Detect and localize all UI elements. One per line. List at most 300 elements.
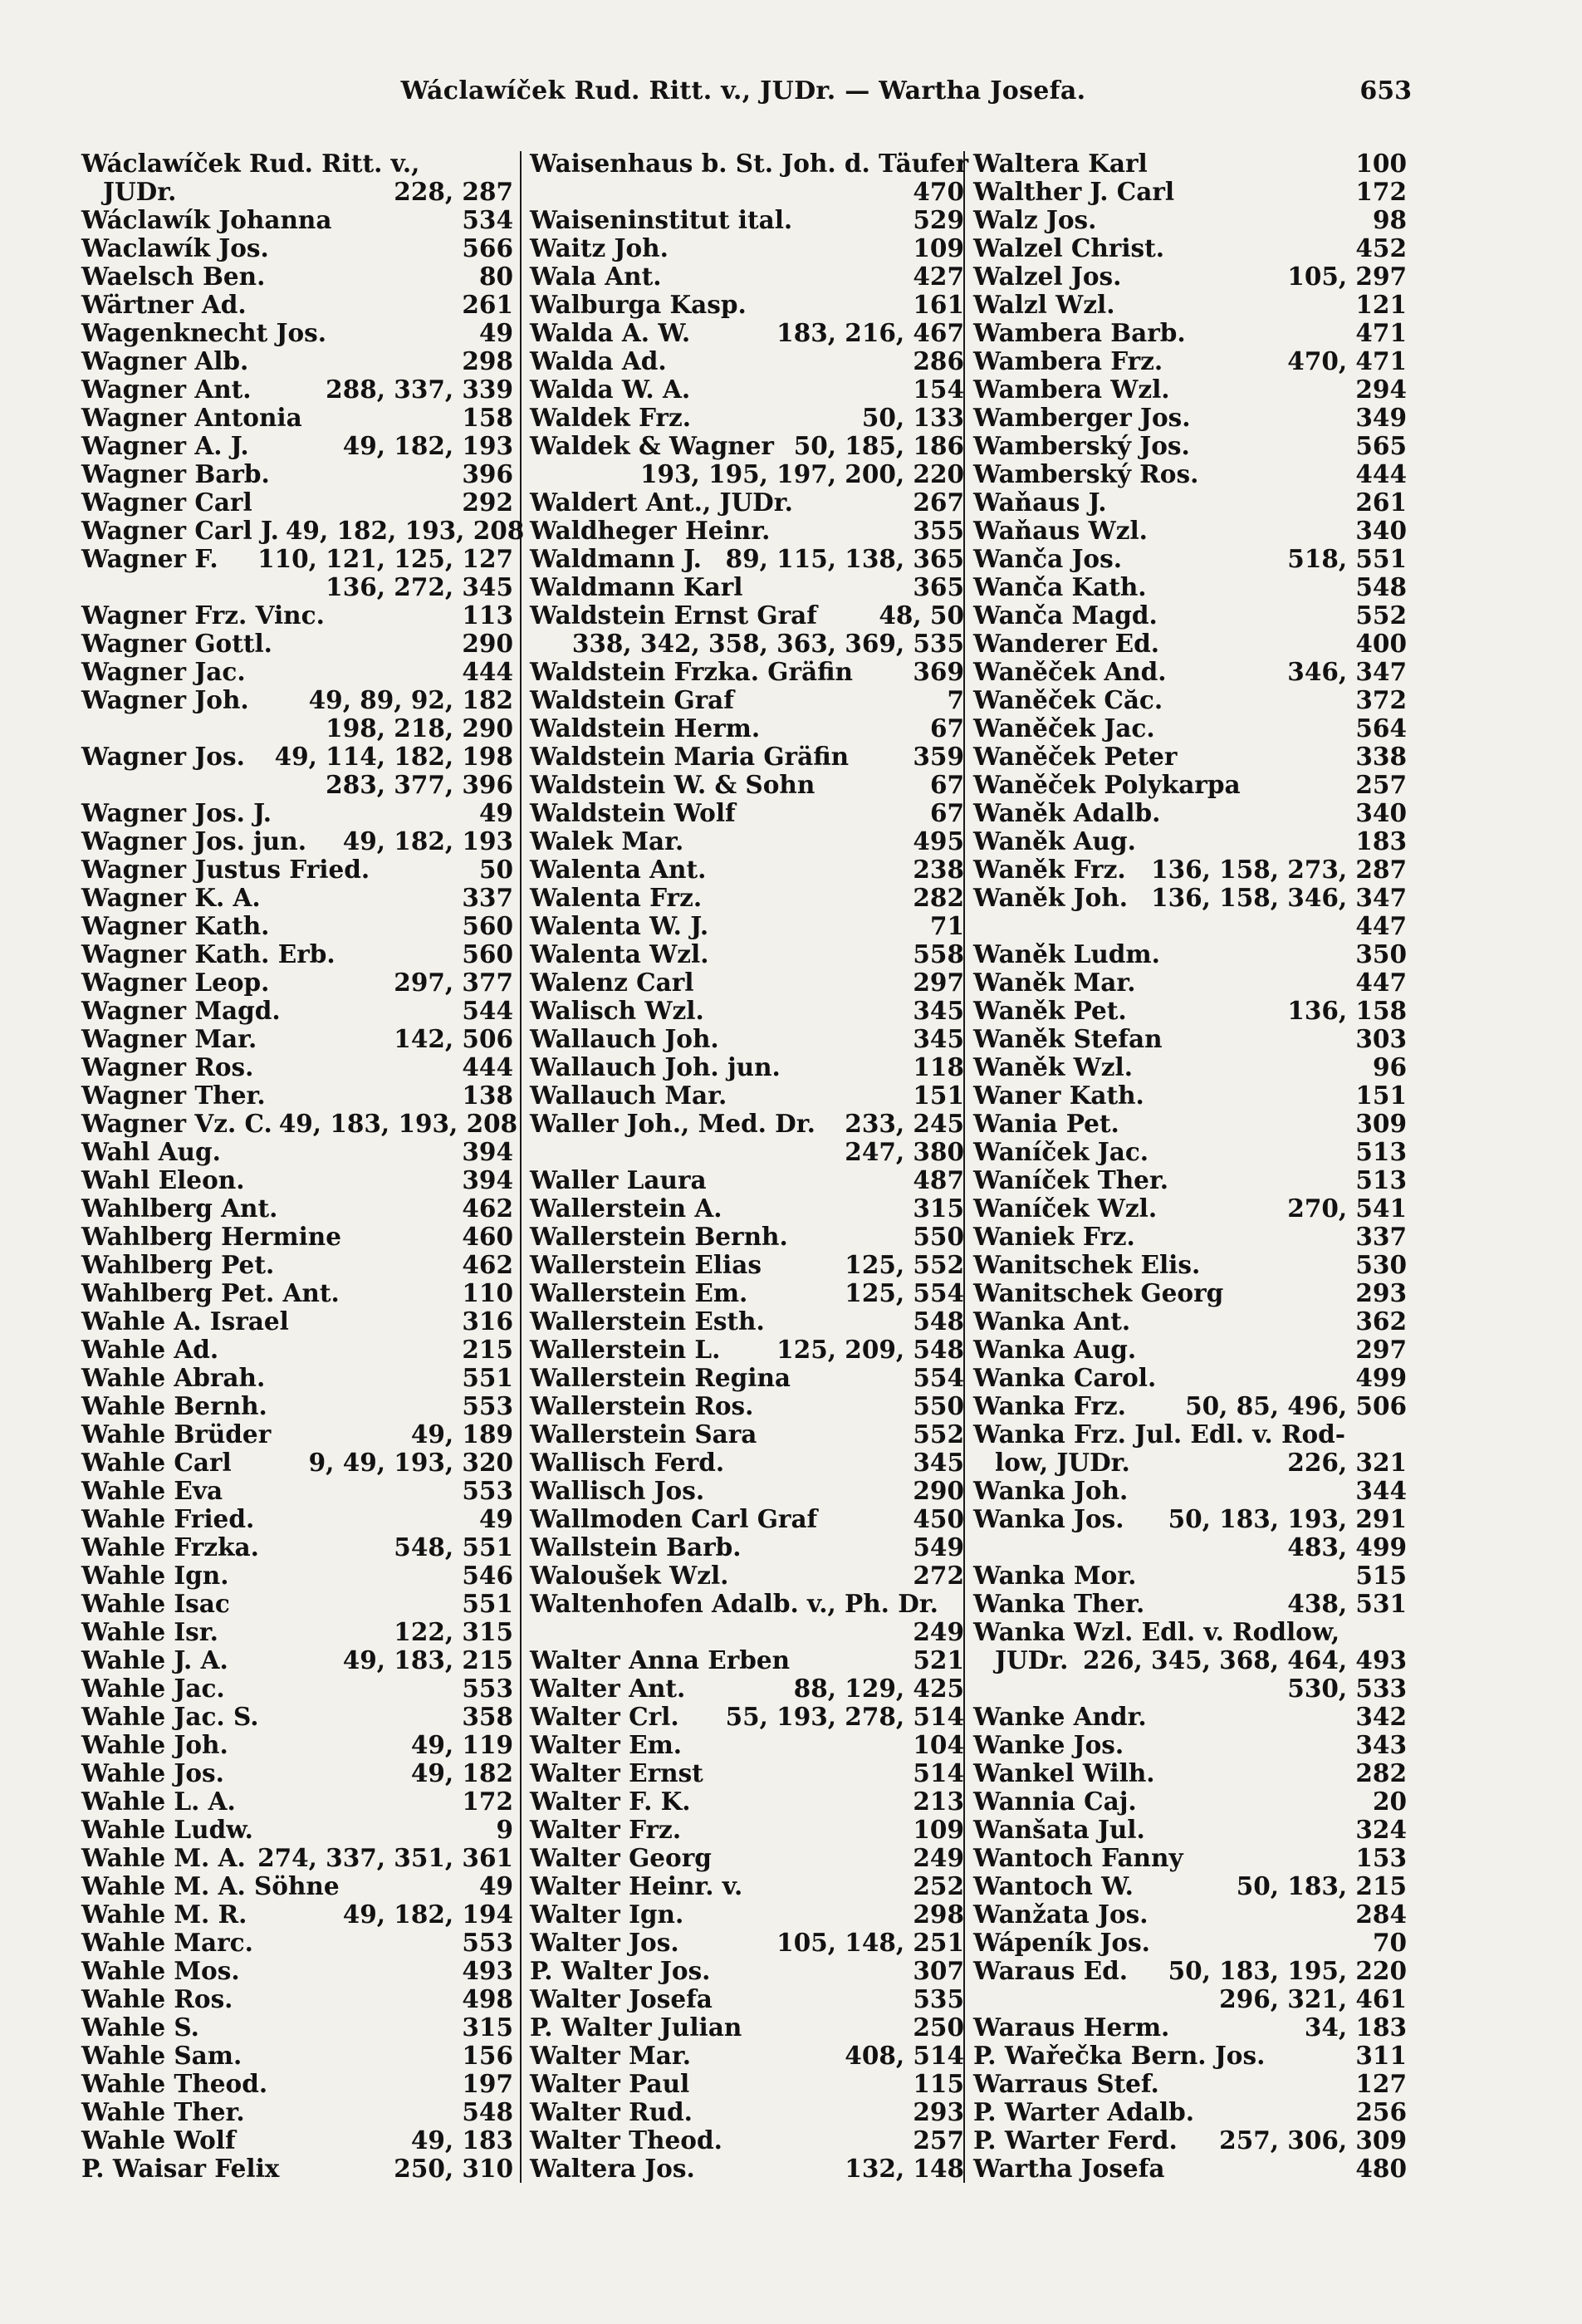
entry-pages: 345 xyxy=(913,1448,964,1477)
index-entry xyxy=(81,234,513,262)
entry-name: Waldstein Frzka. Gräfin xyxy=(530,657,854,686)
entry-pages: 493 xyxy=(462,1956,513,1985)
entry-pages: 514 xyxy=(913,1758,964,1787)
entry-name: Warraus Stef. xyxy=(973,2069,1159,2098)
entry-pages: 247, 380 xyxy=(845,1137,964,1166)
index-entry xyxy=(973,714,1407,743)
index-entry xyxy=(973,1110,1407,1138)
entry-pages: 272 xyxy=(913,1561,964,1590)
entry-pages: 142, 506 xyxy=(394,1024,513,1053)
entry-pages: 34, 183 xyxy=(1304,2013,1407,2042)
entry-pages: 498 xyxy=(462,1984,513,2013)
entry-name: Wannia Caj. xyxy=(973,1787,1137,1816)
entry-name: Wagner Kath. xyxy=(81,911,270,940)
entry-name: Walda W. A. xyxy=(530,375,691,404)
entry-pages: 294 xyxy=(1355,375,1407,404)
entry-pages: 104 xyxy=(913,1730,964,1759)
entry-name: Waněček And. xyxy=(973,657,1167,686)
entry-name: Walter Crl. xyxy=(530,1702,679,1731)
index-entry xyxy=(973,573,1407,601)
index-entry xyxy=(81,658,513,686)
entry-name: Waraus Ed. xyxy=(973,1956,1129,1985)
entry-name: Wantoch W. xyxy=(973,1871,1134,1900)
index-entry xyxy=(530,743,964,771)
entry-name: Wahle M. A. Söhne xyxy=(81,1871,340,1900)
entry-pages: 226, 321 xyxy=(1287,1448,1407,1477)
page-number: 653 xyxy=(1359,76,1412,105)
index-entry xyxy=(530,771,964,799)
index-entry xyxy=(973,319,1407,347)
index-entry xyxy=(81,319,513,347)
entry-name: Wahle A. Israel xyxy=(81,1307,289,1336)
entry-name: Wahle Marc. xyxy=(81,1928,253,1957)
entry-name: Wagner Jos. xyxy=(81,742,245,771)
index-entry xyxy=(81,1985,513,2013)
index-entry xyxy=(530,2070,964,2098)
entry-pages: 340 xyxy=(1355,798,1407,827)
entry-pages: 138 xyxy=(462,1081,513,1110)
entry-pages: 553 xyxy=(462,1674,513,1703)
index-entry xyxy=(973,1562,1407,1590)
entry-pages: 553 xyxy=(462,1476,513,1505)
index-entry xyxy=(81,1336,513,1364)
entry-name: Wanka Joh. xyxy=(973,1476,1129,1505)
entry-name: Wahl Eleon. xyxy=(81,1165,245,1194)
index-entry xyxy=(530,1307,964,1336)
column-rule-1 xyxy=(520,151,522,2183)
index-entry xyxy=(973,1590,1407,1618)
index-entry xyxy=(530,912,964,940)
entry-pages: 438, 531 xyxy=(1287,1589,1407,1618)
index-entry xyxy=(530,601,964,630)
entry-name: Waldstein Maria Gräfin xyxy=(530,742,850,771)
entry-name: Waner Kath. xyxy=(973,1081,1144,1110)
entry-name: Walenta Frz. xyxy=(530,883,703,912)
entry-pages: 355 xyxy=(913,516,964,545)
index-entry xyxy=(530,1223,964,1251)
running-head-title: Wáclawíček Rud. Ritt. v., JUDr. — Wartha Josefa. xyxy=(400,76,1086,105)
entry-pages: 530 xyxy=(1355,1250,1407,1279)
entry-pages: 560 xyxy=(462,939,513,968)
entry-name: Walter Mar. xyxy=(530,2041,691,2070)
entry-name: Wagner Ant. xyxy=(81,375,252,404)
entry-name: Waníček Ther. xyxy=(973,1165,1169,1194)
entry-name: Wáclawík Johanna xyxy=(81,205,332,234)
entry-pages: 288, 337, 339 xyxy=(326,375,513,404)
entry-pages: 49, 182 xyxy=(410,1758,513,1787)
entry-name: Waller Laura xyxy=(530,1165,707,1194)
index-entry xyxy=(973,178,1407,206)
entry-pages: 345 xyxy=(913,1024,964,1053)
index-entry xyxy=(530,2042,964,2070)
entry-name: P. Walter Julian xyxy=(530,2013,742,2042)
entry-name: Waněček Jac. xyxy=(973,713,1155,743)
entry-name: Walzel Christ. xyxy=(973,233,1165,262)
entry-name: Wanča Jos. xyxy=(973,544,1122,573)
entry-name: Wallisch Jos. xyxy=(530,1476,705,1505)
entry-name: Wamberský Ros. xyxy=(973,459,1199,488)
entry-name: Waněk Wzl. xyxy=(973,1052,1133,1081)
index-entry xyxy=(973,460,1407,488)
entry-name: Wagner Ros. xyxy=(81,1052,254,1081)
index-entry xyxy=(81,1251,513,1279)
index-entry xyxy=(81,2013,513,2042)
index-entry xyxy=(530,1787,964,1816)
entry-pages: 470 xyxy=(913,177,964,206)
entry-pages: 282 xyxy=(913,883,964,912)
entry-pages: 293 xyxy=(913,2097,964,2126)
entry-pages: 172 xyxy=(1355,177,1407,206)
index-entry xyxy=(81,1816,513,1844)
entry-name: Walter Theod. xyxy=(530,2125,722,2155)
entry-pages: 350 xyxy=(1355,939,1407,968)
entry-pages: 48, 50 xyxy=(879,601,964,630)
index-entry xyxy=(81,912,513,940)
index-entry xyxy=(530,1110,964,1138)
index-entry xyxy=(81,1674,513,1703)
entry-name: Wagner Carl J. xyxy=(81,516,279,545)
entry-pages: 49, 183, 215 xyxy=(342,1645,513,1674)
entry-name: Waněk Stefan xyxy=(973,1024,1163,1053)
entry-pages: 338 xyxy=(1355,742,1407,771)
index-entry xyxy=(81,2098,513,2126)
entry-pages: 183 xyxy=(1355,826,1407,856)
entry-pages: 297 xyxy=(913,968,964,997)
entry-name: Walter Frz. xyxy=(530,1815,682,1844)
entry-pages: 548 xyxy=(913,1307,964,1336)
entry-pages: 156 xyxy=(462,2041,513,2070)
index-entry xyxy=(81,1166,513,1194)
index-entry xyxy=(81,460,513,488)
entry-pages: 161 xyxy=(913,290,964,319)
index-entry xyxy=(530,827,964,856)
entry-pages: 198, 218, 290 xyxy=(326,713,513,743)
index-entry xyxy=(530,319,964,347)
index-entry xyxy=(973,912,1407,940)
index-entry xyxy=(530,658,964,686)
entry-pages: 362 xyxy=(1355,1307,1407,1336)
entry-name: Wahle S. xyxy=(81,2013,199,2042)
index-entry xyxy=(973,1872,1407,1900)
entry-pages: 447 xyxy=(1355,968,1407,997)
entry-pages: 554 xyxy=(913,1363,964,1392)
entry-pages: 284 xyxy=(1355,1900,1407,1929)
entry-pages: 553 xyxy=(462,1391,513,1420)
index-entry xyxy=(530,1562,964,1590)
entry-pages: 121 xyxy=(1355,290,1407,319)
entry-name: Wagenknecht Jos. xyxy=(81,318,326,347)
index-entry xyxy=(530,234,964,262)
entry-pages: 470, 471 xyxy=(1287,346,1407,375)
index-entry xyxy=(81,2070,513,2098)
entry-pages: 359 xyxy=(913,742,964,771)
index-entry xyxy=(973,1985,1407,2013)
index-entry xyxy=(973,1816,1407,1844)
entry-name: Waltera Jos. xyxy=(530,2154,695,2183)
entry-pages: 113 xyxy=(462,601,513,630)
entry-name: Walter Em. xyxy=(530,1730,683,1759)
entry-pages: 480 xyxy=(1355,2154,1407,2183)
entry-pages: 250 xyxy=(913,2013,964,2042)
entry-pages: 110, 121, 125, 127 xyxy=(257,544,513,573)
entry-name: Waldheger Heinr. xyxy=(530,516,771,545)
entry-pages: 297, 377 xyxy=(394,968,513,997)
index-entry xyxy=(530,1166,964,1194)
entry-pages: 548 xyxy=(462,2097,513,2126)
index-entry xyxy=(973,884,1407,912)
index-entry xyxy=(81,968,513,997)
index-entry xyxy=(530,178,964,206)
entry-pages: 105, 297 xyxy=(1287,262,1407,291)
entry-name: Wahle Ign. xyxy=(81,1561,229,1590)
index-entry xyxy=(81,799,513,827)
entry-name: Waldstein W. & Sohn xyxy=(530,770,815,799)
index-entry xyxy=(973,1279,1407,1307)
entry-name: Wanka Carol. xyxy=(973,1363,1157,1392)
index-entry xyxy=(530,432,964,460)
index-entry xyxy=(81,1533,513,1562)
index-entry xyxy=(81,1392,513,1420)
entry-name: Waiseninstitut ital. xyxy=(530,205,793,234)
entry-pages: 50, 183, 195, 220 xyxy=(1168,1956,1407,1985)
entry-pages: 154 xyxy=(913,375,964,404)
entry-pages: 303 xyxy=(1355,1024,1407,1053)
entry-pages: 49, 182, 193 xyxy=(342,431,513,460)
index-entry xyxy=(81,686,513,714)
entry-name: Waněk Frz. xyxy=(973,855,1126,884)
entry-name: Wagner F. xyxy=(81,544,218,573)
entry-name: Waldek Frz. xyxy=(530,403,691,432)
entry-name: Wahle Bernh. xyxy=(81,1391,267,1420)
entry-pages: 125, 552 xyxy=(845,1250,964,1279)
entry-name: Wahle Wolf xyxy=(81,2125,236,2155)
entry-pages: 50, 133 xyxy=(861,403,964,432)
entry-name: Waraus Herm. xyxy=(973,2013,1170,2042)
entry-name: Wambera Wzl. xyxy=(973,375,1170,404)
index-entry xyxy=(973,206,1407,234)
entry-pages: 462 xyxy=(462,1194,513,1223)
entry-pages: 550 xyxy=(913,1222,964,1251)
entry-name: Walter Ant. xyxy=(530,1674,686,1703)
entry-pages: 70 xyxy=(1372,1928,1407,1957)
entry-pages: 49, 182, 193, 208 xyxy=(285,516,525,545)
index-entry xyxy=(530,375,964,404)
entry-pages: 560 xyxy=(462,911,513,940)
index-entry xyxy=(530,1816,964,1844)
entry-name: Walter Georg xyxy=(530,1843,712,1872)
index-entry xyxy=(81,827,513,856)
index-entry xyxy=(973,686,1407,714)
entry-name: Wahlberg Ant. xyxy=(81,1194,278,1223)
index-entry xyxy=(973,347,1407,375)
index-entry xyxy=(81,1307,513,1336)
entry-name: Wahle Eva xyxy=(81,1476,223,1505)
index-entry xyxy=(81,2126,513,2155)
entry-name: Wantoch Fanny xyxy=(973,1843,1183,1872)
entry-name: Wallerstein Regina xyxy=(530,1363,791,1392)
entry-name: Waněk Ludm. xyxy=(973,939,1160,968)
entry-name: Wahle Ros. xyxy=(81,1984,233,2013)
entry-pages: 471 xyxy=(1355,318,1407,347)
index-entry xyxy=(530,1929,964,1957)
entry-pages: 515 xyxy=(1355,1561,1407,1590)
index-entry xyxy=(81,997,513,1025)
index-entry xyxy=(81,1477,513,1505)
index-entry xyxy=(81,1449,513,1477)
index-entry xyxy=(530,856,964,884)
index-entry xyxy=(973,2070,1407,2098)
index-entry xyxy=(973,2013,1407,2042)
entry-pages: 298 xyxy=(462,346,513,375)
index-entry xyxy=(973,1025,1407,1053)
entry-pages: 394 xyxy=(462,1165,513,1194)
entry-pages: 344 xyxy=(1355,1476,1407,1505)
index-entry xyxy=(81,375,513,404)
index-entry xyxy=(530,1081,964,1110)
entry-pages: 249 xyxy=(913,1843,964,1872)
index-entry xyxy=(530,545,964,573)
entry-name: Wahle Theod. xyxy=(81,2069,268,2098)
index-entry xyxy=(530,1872,964,1900)
index-entry xyxy=(530,1731,964,1759)
entry-pages: 250, 310 xyxy=(394,2154,513,2183)
entry-pages: 125, 209, 548 xyxy=(776,1335,964,1364)
index-entry xyxy=(973,432,1407,460)
entry-name: Wahle M. R. xyxy=(81,1900,247,1929)
entry-pages: 365 xyxy=(913,572,964,601)
entry-name: Waldstein Herm. xyxy=(530,713,761,743)
entry-pages: 50, 183, 215 xyxy=(1236,1871,1407,1900)
entry-name: Waisenhaus b. St. Joh. d. Täufer xyxy=(530,149,969,178)
entry-pages: 158 xyxy=(462,403,513,432)
entry-pages: 315 xyxy=(462,2013,513,2042)
entry-pages: 80 xyxy=(478,262,513,291)
index-entry xyxy=(973,1364,1407,1392)
index-entry xyxy=(973,1392,1407,1420)
entry-pages: 345 xyxy=(913,996,964,1025)
entry-pages: 226, 345, 368, 464, 493 xyxy=(1082,1645,1407,1674)
entry-pages: 346, 347 xyxy=(1287,657,1407,686)
index-entry xyxy=(530,1618,964,1646)
entry-name: Waldert Ant., JUDr. xyxy=(530,488,793,517)
entry-name: Waňaus J. xyxy=(973,488,1107,517)
entry-name: Wahle Fried. xyxy=(81,1504,255,1533)
index-entry xyxy=(81,601,513,630)
entry-name: Wahle Isr. xyxy=(81,1617,218,1646)
index-entry xyxy=(530,2013,964,2042)
entry-pages: 535 xyxy=(913,1984,964,2013)
index-entry xyxy=(530,714,964,743)
entry-pages: 553 xyxy=(462,1928,513,1957)
entry-pages: 544 xyxy=(462,996,513,1025)
index-entry xyxy=(530,630,964,658)
entry-name: Wallstein Barb. xyxy=(530,1532,742,1562)
entry-name: Wahle Ludw. xyxy=(81,1815,253,1844)
entry-pages: 261 xyxy=(1355,488,1407,517)
index-entry xyxy=(973,1223,1407,1251)
entry-pages: 136, 158, 346, 347 xyxy=(1151,883,1407,912)
index-entry xyxy=(530,1900,964,1929)
entry-pages: 267 xyxy=(913,488,964,517)
entry-name: Walter Rud. xyxy=(530,2097,693,2126)
entry-name: Wahle Joh. xyxy=(81,1730,228,1759)
entry-pages: 50 xyxy=(478,855,513,884)
index-entry xyxy=(973,1166,1407,1194)
entry-pages: 49, 114, 182, 198 xyxy=(274,742,513,771)
entry-pages: 483, 499 xyxy=(1287,1532,1407,1562)
entry-pages: 290 xyxy=(913,1476,964,1505)
entry-name: Wartha Josefa xyxy=(973,2154,1165,2183)
index-entry xyxy=(81,1279,513,1307)
entry-pages: 548, 551 xyxy=(394,1532,513,1562)
index-entry xyxy=(530,1336,964,1364)
index-entry xyxy=(973,1929,1407,1957)
index-entry xyxy=(973,1759,1407,1787)
index-entry xyxy=(530,460,964,488)
entry-pages: 215 xyxy=(462,1335,513,1364)
entry-name: Walda Ad. xyxy=(530,346,667,375)
entry-name: Waněček Peter xyxy=(973,742,1178,771)
index-entry xyxy=(530,2098,964,2126)
entry-pages: 256 xyxy=(1355,2097,1407,2126)
entry-pages: 394 xyxy=(462,1137,513,1166)
index-entry xyxy=(81,1505,513,1533)
entry-name: Wallerstein Ros. xyxy=(530,1391,754,1420)
index-entry xyxy=(81,206,513,234)
entry-name: Wahlberg Hermine xyxy=(81,1222,341,1251)
entry-name: Wahle Frzka. xyxy=(81,1532,259,1562)
index-entry xyxy=(530,1674,964,1703)
index-entry xyxy=(973,234,1407,262)
entry-pages: 49, 182, 193 xyxy=(342,826,513,856)
entry-name: Waníček Jac. xyxy=(973,1137,1149,1166)
index-entry xyxy=(973,1336,1407,1364)
index-entry xyxy=(973,1053,1407,1081)
entry-name: Walter Paul xyxy=(530,2069,690,2098)
entry-name: Wanka Ant. xyxy=(973,1307,1131,1336)
entry-pages: 460 xyxy=(462,1222,513,1251)
entry-pages: 49 xyxy=(478,798,513,827)
entry-name: Wagner K. A. xyxy=(81,883,261,912)
entry-pages: 252 xyxy=(913,1871,964,1900)
index-entry xyxy=(81,1025,513,1053)
entry-pages: 529 xyxy=(913,205,964,234)
entry-pages: 518, 551 xyxy=(1287,544,1407,573)
entry-pages: 296, 321, 461 xyxy=(1219,1984,1407,2013)
index-entry xyxy=(973,1081,1407,1110)
entry-pages: 530, 533 xyxy=(1287,1674,1407,1703)
entry-name: Waldstein Wolf xyxy=(530,798,736,827)
index-entry xyxy=(81,1364,513,1392)
entry-pages: 20 xyxy=(1372,1787,1407,1816)
entry-name: Walisch Wzl. xyxy=(530,996,704,1025)
entry-pages: 309 xyxy=(1355,1109,1407,1138)
entry-pages: 98 xyxy=(1372,205,1407,234)
index-entry xyxy=(973,1420,1407,1449)
entry-name: Wagner Antonia xyxy=(81,403,302,432)
index-entry xyxy=(973,968,1407,997)
entry-name: Wania Pet. xyxy=(973,1109,1119,1138)
index-entry xyxy=(81,630,513,658)
entry-pages: 110 xyxy=(462,1278,513,1307)
index-entry xyxy=(81,1590,513,1618)
index-entry xyxy=(530,488,964,517)
index-entry xyxy=(81,1872,513,1900)
index-entry xyxy=(81,347,513,375)
entry-name: Wagner Magd. xyxy=(81,996,281,1025)
index-entry xyxy=(81,1223,513,1251)
index-entry xyxy=(81,516,525,545)
